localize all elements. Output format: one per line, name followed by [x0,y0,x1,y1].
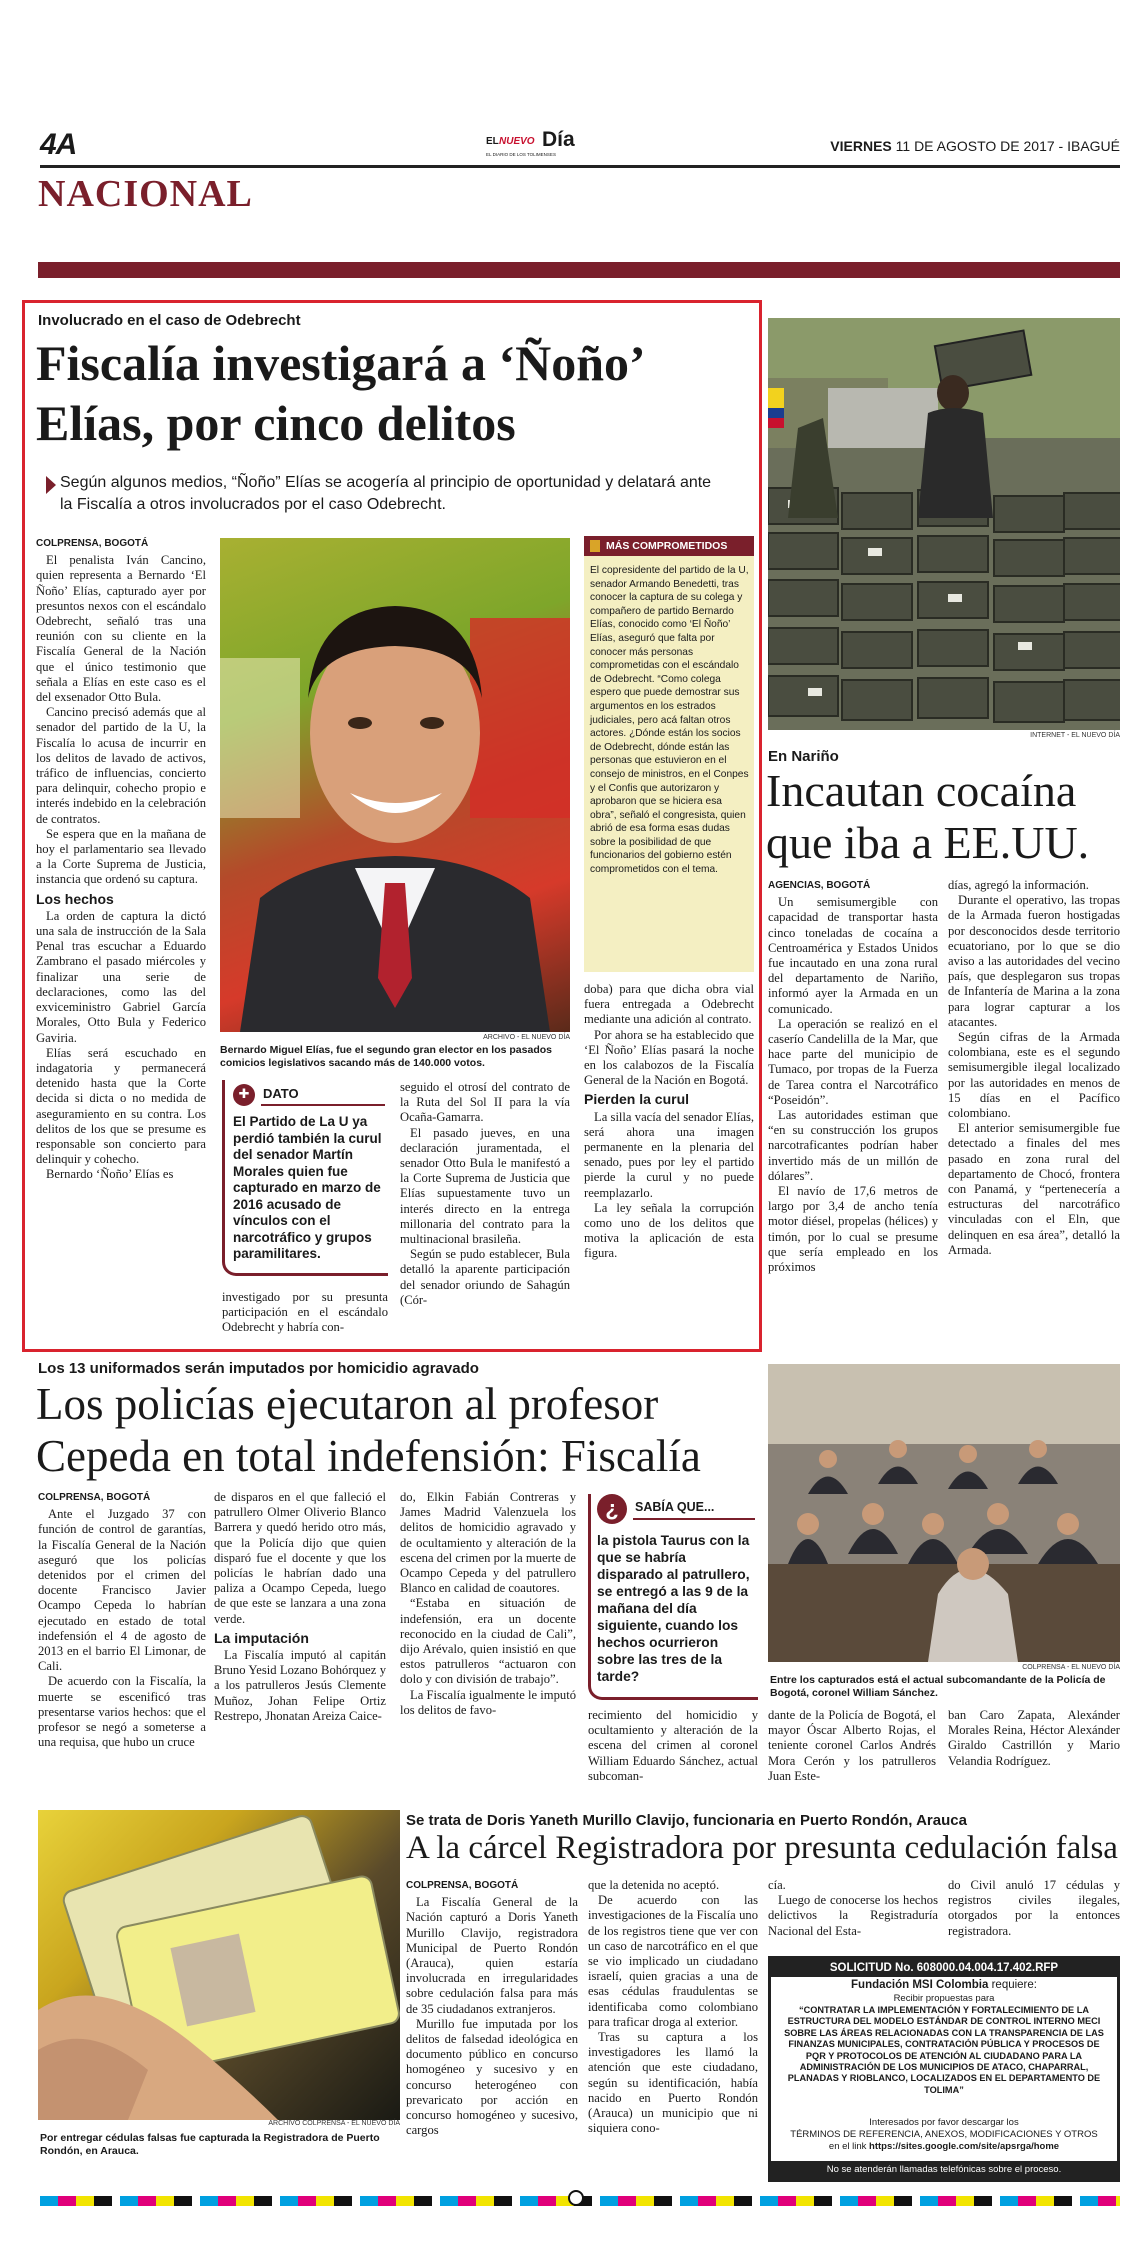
story1-column-3 [400,1080,570,1308]
story4-column-3 [768,1878,938,1939]
story4-byline: COLPRENSA, BOGOTÁ [406,1880,519,1891]
sabia-title: SABÍA QUE... [635,1500,715,1514]
story4-headline: A la cárcel Registradora por presunta cedulación falsa [406,1830,1118,1866]
story4-column-4 [948,1878,1120,1939]
dato-title-rule [261,1104,385,1106]
courtroom-illustration [768,1364,1120,1662]
story2-paragraph: Durante el operativo, las tropas de la Armada fueron hostigadas por desconocidos desde territorio ecuatoriano, por lo que se dio aviso a las autoridades del vecino país, que desplegaron sus tropas de Infantería de Marina a la zona para lograr capturar a los atacantes. [948,893,1120,1029]
story2-kicker: En Nariño [768,748,839,765]
story2-paragraph: días, agregó la información. [948,878,1089,892]
portrait-illustration [220,538,570,1032]
story3-column-4 [588,1708,758,1784]
sabia-que-box [588,1494,758,1700]
story1-paragraph: seguido el otrosí del contrato de la Ruta del Sol II para la vía Ocaña-Gamarra. [400,1080,570,1125]
story3-paragraph: do, Elkin Fabián Contreras y James Madrid Valenzuela los delitos de homicidio agravado y de ocultamiento y alteración de la escena del crimen por la muerte de Ocampo Cepeda y del patrullero Blanco en calidad de coautores. [400,1490,576,1596]
story1-paragraph: Se espera que en la mañana de hoy el parlamentario sea llevado a la Corte Suprema de Justicia, instancia que ordenó su captura. [36,826,206,887]
story3-paragraph: dante de la Policía de Bogotá, el mayor Óscar Alberto Rojas, el teniente coronel Carlos Andrés Mora Cerón y los patrulleros Juan Este- [768,1708,936,1783]
cedulas-photo [38,1810,400,2120]
ad-link-prefix: en el link [828,2141,867,2152]
question-icon: ¿ [597,1494,627,1524]
photo-caption: Entre los capturados está el actual subcomandante de la Policía de Bogotá, coronel William Sánchez. [770,1674,1106,1699]
story4-paragraph: Luego de conocerse los hechos delictivos la Registraduría Nacional del Esta- [768,1893,938,1938]
lede-marker-icon [46,476,56,494]
ad-org: Fundación MSI Colombia [851,1979,989,1991]
dato-box [222,1080,388,1276]
story4-column-1 [406,1878,578,2138]
mas-comprometidos-box [584,536,754,972]
story1-paragraph: Bernardo ‘Ñoño’ Elías es [46,1167,174,1182]
story1-paragraph: investigado por su presunta participación en el escándalo Odebrecht y habría con- [222,1290,388,1335]
story4-paragraph: Tras su captura a los investigadores les llamó la atención que este ciudadano, según su identificación, había nacido en Puerto Rondón (Arauca) un municipio que ni siquiera cono- [588,2030,758,2136]
story2-byline: AGENCIAS, BOGOTÁ [768,880,871,891]
ad-link-line [771,2141,1117,2152]
story3-paragraph: Ante el Juzgado 37 con función de control de garantías, la Fiscalía General de la Nación aseguró que los policías detenidos por el crimen del docente Francisco Javier Ocampo Cepeda lo habrían ejecutado en estado de total indefensión el 4 de agosto de 2013 en el barrio El Limonar, de Cali. [38,1507,206,1674]
date-rest: 11 DE AGOSTO DE 2017 - IBAGUÉ [895,138,1120,154]
ad-org-suffix: requiere: [991,1979,1037,1991]
story1-subhead-curul: Pierden la curul [584,1091,690,1108]
story2-headline-2: que iba a EE.UU. [766,817,1090,868]
story3-headline-2: Cepeda en total indefensión: Fiscalía [36,1431,701,1481]
dato-title: DATO [263,1086,299,1101]
id-cards-illustration [38,1810,400,2120]
photo-credit: ARCHIVO - EL NUEVO DÍA [483,1034,570,1041]
logo-dia: Día [542,128,575,151]
story3-column-1 [38,1490,206,1750]
story1-column-2 [222,1290,388,1336]
section-title: NACIONAL [38,173,253,215]
story1-paragraph: Cancino precisó además que al senador del partido de la U, la Fiscalía lo acusa de incurrir en los delitos de lavado de activos, tráfico de influencias, concierto para delinquir, cohecho propio e interés indebido en la celebración de contratos. [36,705,206,826]
photo-caption: Bernardo Miguel Elías, fue el segundo gran elector en los pasados comicios legislativos sacando más de 140.000 votos. [220,1044,552,1069]
story1-paragraph: Elías será escuchado en indagatoria y permanecerá detenido hasta que la Corte decida si dicta o no medida de aseguramiento en su contra. Los delitos de los que se presume es responsable son concierto para delinquir y cohecho. [36,1045,206,1167]
story3-subhead: La imputación [214,1629,309,1646]
story1-subhead-hechos: Los hechos [36,890,114,907]
story4-paragraph: cía. [768,1878,786,1892]
cocaine-seizure-illustration [768,318,1120,730]
issue-date [830,138,1120,154]
sabia-text: la pistola Taurus con la que se habría disparado al patrullero, se entregó a las 9 de la mañana del día siguiente, cuando los hechos ocurrieron sobre las tres de la tarde? [597,1533,750,1684]
logo-tagline: EL DIARIO DE LOS TOLIMENSES [486,152,556,157]
story3-paragraph: de disparos en el que falleció el patrullero Olmer Oliverio Blanco Barrera y quedó herido otro más, que la Policía dijo que quien disparó fue el docente y que los policías le habrían dado una paliza a Ocampo Cepeda, luego de que este se lanzara a una zona verde. [214,1490,386,1626]
story1-byline: COLPRENSA, BOGOTÁ [36,538,149,549]
story1-paragraph: La ley señala la corrupción como uno de los delitos que motiva la aplicación de esta figura. [584,1200,754,1261]
puzzle-icon: ✚ [233,1084,255,1106]
newspaper-logo [486,128,636,162]
logo-nuevo: NUEVO [499,136,535,147]
story4-kicker: Se trata de Doris Yaneth Murillo Clavijo, funcionaria en Puerto Rondón, Arauca [406,1812,967,1829]
story1-kicker: Involucrado en el caso de Odebrecht [38,312,301,329]
story4-paragraph: De acuerdo con las investigaciones de la Fiscalía uno de los registros tiene que ver con un caso de narcotráfico en el que se vio implicado un ciudadano israelí, quien gracias a una de esas cédulas fraudulentas se identificaba como colombiano para traficar droga al exterior. [588,1893,758,2029]
photo-credit: INTERNET - EL NUEVO DÍA [1030,732,1120,739]
dato-text: El Partido de La U ya perdió también la curul del senador Martín Morales quien fue capturado en marzo de 2016 acusado de vínculos con el narcotráfico y grupos paramilitares. [233,1114,382,1261]
story2-headline-1: Incautan cocaína [766,765,1077,816]
photo-credit: ARCHIVO COLPRENSA - EL NUEVO DÍA [268,2120,400,2127]
ad-line3: TÉRMINOS DE REFERENCIA, ANEXOS, MODIFICACIONES Y OTROS [790,2129,1098,2140]
story1-headline-2: Elías, por cinco delitos [36,395,516,451]
ad-title: SOLICITUD No. 608000.04.004.17.402.RFP [771,1959,1117,1977]
story1-paragraph: El pasado jueves, en una declaración juramentada, el senador Otto Bula le manifestó a la Corte Suprema de Justicia que Elías supuestamente tuvo un interés directo en la entrega millonaria del contrato para la multinacional brasileña. [400,1125,570,1247]
story3-paragraph: La Fiscalía imputó al capitán Bruno Yesid Lozano Bohórquez y a los patrulleros Jesús Clemente Muñoz, Johan Felipe Ortiz Restrepo, Jhonatan Areiza Caice- [214,1648,386,1723]
story1-paragraph: Por ahora se ha establecido que ‘El Ñoño’ Elías pasará la noche en los calabozos de la Fiscalía General de la Nación en Bogotá. [584,1027,754,1088]
header-rule [40,165,1120,168]
box-title: MÁS COMPROMETIDOS [584,536,754,556]
page-header [40,128,1120,164]
box-marker-icon [590,540,600,552]
story4-column-2 [588,1878,758,2136]
ad-line1: Recibir propuestas para [893,1993,995,2004]
ad-body: “CONTRATAR LA IMPLEMENTACIÓN Y FORTALECIMIENTO DE LA ESTRUCTURA DEL MODELO ESTÁNDAR DE CONTROL INTERNO MECI SOBRE LAS ÁREAS RELACIONADAS CON LA TRANSPARENCIA DE LAS FINANZAS MUNICIPALES, CONTRATACIÓN PÚBLICA Y PROCESOS DE PQR Y PROTOCOLOS DE ATENCIÓN AL CIUDADANO PARA LA ADMINISTRACIÓN DE LOS MUNICIPIOS DE ATACO, CHAPARRAL, PLANADAS Y RIOBLANCO, LOCALIZADOS EN EL DEPARTAMENTO DE TOLIMA” [784,2005,1104,2095]
story1-column-4 [584,982,754,1262]
story1-paragraph: doba) para que dicha obra vial fuera entregada a Odebrecht mediante una adición al contrato. [584,982,754,1027]
story3-column-2 [214,1490,386,1724]
photo-caption: Por entregar cédulas falsas fue capturada la Registradora de Puerto Rondón, en Arauca. [40,2132,380,2157]
story3-paragraph: “Estaba en situación de indefensión, era un docente reconocido en la ciudad de Cali”, dijo Arévalo, quien insistió en que estos patrulleros “actuaron con dolo y con división de trabajo”. [400,1596,576,1687]
story1-lede-1: Según algunos medios, “Ñoño” Elías se acogería al principio de oportunidad y delatará ante [60,474,712,491]
box-text: El copresidente del partido de la U, senador Armando Benedetti, tras conocer la captura de su colega y compañero de partido Bernardo Elías, conocido como ‘El Ñoño’ Elías, aseguró que falta por conocer más personas comprometidas con el escándalo de Odebrecht. “Como colega espero que puede demostrar sus argumentos en los estrados judiciales, pero acá faltan otros actores. ¿Dónde están los socios de Odebrecht, dónde están las personas que estuvieron en el consejo de ministros, en el Conpes y el Confis que autorizaron y aprobaron que se hiciera esa obra”, señaló el congresista, quien abrió de esa forma esas dudas sobre la posibilidad de que funcionarios del gobierno estén comprometidos con el tema. [590,565,749,876]
story2-paragraph: El anterior semisumergible fue detectado a finales del mes pasado en zona rural del departamento de Chocó, frontera con Panamá, y “pertenecería a estructuras del narcotráfico vinculadas con el Eln, que delinquen en esa área”, detalló la Armada. [948,1121,1120,1257]
ad-footer: No se atenderán llamadas telefónicas sobre el proceso. [771,2161,1117,2179]
story1-headline-1: Fiscalía investigará a ‘Ñoño’ [36,335,646,391]
story1-paragraph: La orden de captura la dictó una sala de instrucción de la Sala Penal tras escuchar a Eduardo Zambrano el pasado miércoles y finalizar una serie de declaraciones, como las del exviceministro Gabriel García Morales, Otto Bula y Federico Gaviria. [36,908,206,1045]
story3-headline-1: Los policías ejecutaron al profesor [36,1379,659,1429]
elias-photo [220,538,570,1032]
story3-column-5 [768,1708,936,1784]
ad-line2: Interesados por favor descargar los [869,2117,1019,2128]
ad-org-line [771,1979,1117,1991]
story1-lede-2: la Fiscalía a otros involucrados por el caso Odebrecht. [60,496,446,513]
story4-paragraph: La Fiscalía General de la Nación capturó a Doris Yaneth Murillo Clavijo, registradora Municipal de Puerto Rondón (Arauca), quien estaría involucrada en irregularidades sobre cedulación falsa para más de 35 ciudadanos extranjeros. [406,1895,578,2016]
page-number: 4A [40,128,77,161]
registration-mark-icon [568,2190,584,2206]
story3-kicker: Los 13 uniformados serán imputados por homicidio agravado [38,1360,479,1377]
photo-credit: COLPRENSA - EL NUEVO DÍA [1022,1664,1120,1671]
story3-paragraph: De acuerdo con la Fiscalía, la muerte se escenificó tras presentarse varios hechos: que el profesor se negó a someterse a una requisa, que hubo un cruce [38,1674,206,1750]
courtroom-photo [768,1364,1120,1662]
story1-paragraph: La silla vacía del senador Elías, será ahora una imagen permanente en la plenaria del senado, pues por ley el partido pierde la curul y no puede reemplazarlo. [584,1109,754,1200]
story3-column-6 [948,1708,1120,1769]
story1-paragraph: Según se pudo establecer, Bula detalló la aparente participación del senador oriundo de Sahagún (Cór- [400,1247,570,1307]
story4-paragraph: que la detenida no aceptó. [588,1878,720,1892]
logo-el: EL [486,136,499,147]
story3-paragraph: La Fiscalía igualmente le imputó los delitos de favo- [400,1687,576,1717]
story2-paragraph: Un semisumergible con capacidad de transportar hasta cinco toneladas de cocaína a Centroamérica y Estados Unidos fue incautado en una zona rural del departamento de Nariño, informó ayer la Armada en un comunicado. [768,895,938,1016]
story2-paragraph: El navío de 17,6 metros de largo por 3,4 de ancho tenía motor diésel, propelas (hélices) y timón, por lo cual se presume que sería empleado en los próximos [768,1184,938,1275]
ad-link[interactable]: https://sites.google.com/site/apsrga/home [869,2141,1060,2152]
story2-paragraph: La operación se realizó en el caserío Candelilla de la Mar, que hace parte del municipio de Tumaco, por tropas de la Fuerza de Tarea contra el Narcotráfico “Poseidón”. [768,1016,938,1107]
story1-column-1 [36,536,206,1183]
date-weekday: VIERNES [830,138,892,154]
story4-paragraph: do Civil anuló 17 cédulas y registros civiles ilegales, otorgados por la entonces registradora. [948,1878,1120,1938]
msi-ad [768,1956,1120,2182]
story3-byline: COLPRENSA, BOGOTÁ [38,1492,151,1503]
section-band [38,262,1120,278]
story2-paragraph: Las autoridades estiman que “en su construcción los grupos narcotraficantes podrían haber invertido más de un millón de dólares”. [768,1108,938,1183]
story2-column-1 [768,878,938,1275]
story2-paragraph: Según cifras de la Armada colombiana, este es el segundo semisumergible ilegal localizado por las autoridades en menos de 15 días en el Pacífico colombiano. [948,1030,1120,1121]
story3-paragraph: recimiento del homicidio y ocultamiento y alteración de la escena del crimen al coronel William Eduardo Sánchez, actual subcoman- [588,1708,758,1783]
story3-paragraph: ban Caro Zapata, Alexánder Morales Reina, Héctor Alexánder Giraldo Castrillón y Mario Velandia Rodríguez. [948,1708,1120,1768]
story4-paragraph: Murillo fue imputada por los delitos de falsedad ideológica en documento público en concurso homogéneo y sucesivo y en concurso heterogéneo con prevaricato por acción en concurso homogéneo y sucesivo, cargos [406,2016,578,2138]
story3-column-3 [400,1490,576,1718]
cocaine-photo [768,318,1120,730]
story1-paragraph: El penalista Iván Cancino, quien representa a Bernardo ‘El Ñoño’ Elías, capturado ayer por presuntos nexos con el escándalo Odebrecht, señaló tras una reunión con su cliente en la Fiscalía General de la Nación que el único testimonio que señala a Elías en este caso es el del exsenador Otto Bula. [36,553,206,705]
story2-column-2 [948,878,1120,1258]
sabia-title-rule [633,1518,755,1520]
